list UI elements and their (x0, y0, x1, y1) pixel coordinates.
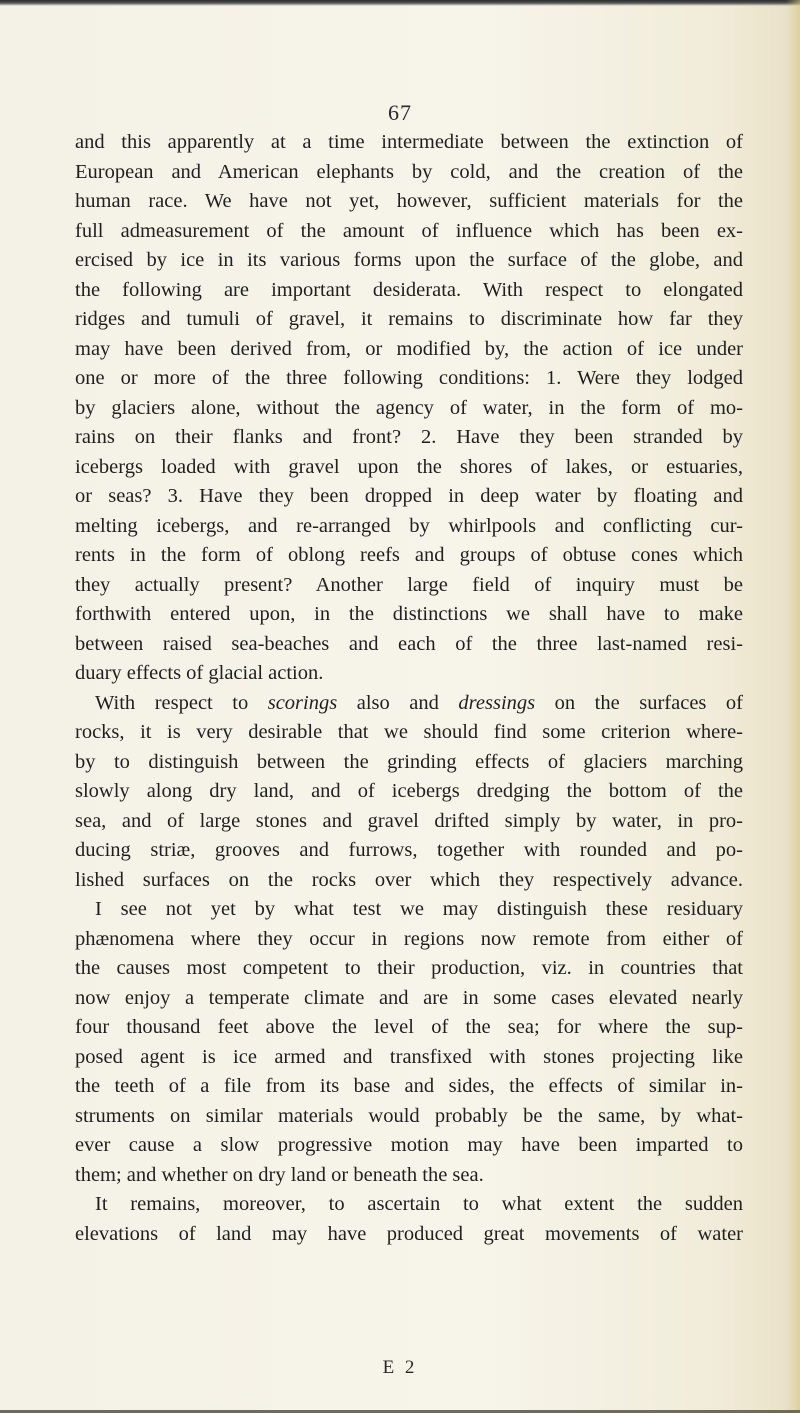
text-fragment: With respect to (95, 691, 268, 714)
text-line: now enjoy a temperate climate and are in some cases elevated nearly (75, 986, 743, 1009)
text-line: icebergs loaded with gravel upon the shores of lakes, or estuaries, (75, 455, 743, 478)
signature-mark: E 2 (382, 1357, 418, 1378)
text-fragment: on the surfaces of (535, 691, 743, 714)
text-line: slowly along dry land, and of icebergs dredging the bottom of the (75, 780, 743, 802)
text-line: forthwith entered upon, in the distinctions we shall have to make (75, 603, 743, 625)
text-line: the following are important desiderata. With respect to elongated (75, 278, 743, 301)
text-line-italic-terms (75, 689, 743, 719)
page-edge-stain (786, 0, 800, 1413)
text-line: by glaciers alone, without the agency of water, in the form of mo- (75, 396, 743, 419)
text-line: rains on their flanks and front? 2. Have they been stranded by (75, 426, 743, 448)
text-line: It remains, moreover, to ascertain to what extent the sudden (95, 1193, 743, 1215)
text-line: one or more of the three following conditions: 1. Were they lodged (75, 367, 743, 389)
text-line: lished surfaces on the rocks over which they respectively advance. (75, 868, 743, 891)
text-line: or seas? 3. Have they been dropped in deep water by floating and (75, 485, 743, 507)
text-line: rents in the form of oblong reefs and groups of obtuse cones which (75, 544, 743, 566)
text-line: European and American elephants by cold, and the creation of the (75, 160, 743, 183)
text-line: by to distinguish between the grinding effects of glaciers marching (75, 750, 743, 773)
text-line: I see not yet by what test we may distinguish these residuary (95, 898, 743, 920)
text-line: human race. We have not yet, however, sufficient materials for the (75, 190, 743, 212)
text-line: posed agent is ice armed and transfixed with stones projecting like (75, 1045, 743, 1068)
text-line: melting icebergs, and re-arranged by whirlpools and conflicting cur- (75, 514, 743, 537)
text-line: may have been derived from, or modified by, the action of ice under (75, 337, 743, 360)
text-line: ever cause a slow progressive motion may have been imparted to (75, 1134, 743, 1156)
text-line: rocks, it is very desirable that we should find some criterion where- (75, 721, 743, 743)
text-line: between raised sea-beaches and each of the three last-named resi- (75, 632, 743, 655)
text-line: they actually present? Another large field of inquiry must be (75, 573, 743, 596)
text-line: struments on similar materials would probably be the same, by what- (75, 1104, 743, 1127)
italic-term: dressings (458, 691, 536, 714)
text-line: the causes most competent to their production, viz. in countries that (75, 957, 743, 979)
text-line: them; and whether on dry land or beneath the sea. (75, 1163, 484, 1186)
text-line: elevations of land may have produced great movements of water (75, 1222, 743, 1245)
text-line: and this apparently at a time intermediate between the extinction of (75, 131, 743, 153)
italic-term: scorings (267, 691, 338, 714)
page-number: 67 (388, 100, 412, 125)
text-line: phænomena where they occur in regions now remote from either of (75, 927, 743, 950)
text-line: four thousand feet above the level of the sea; for where the sup- (75, 1016, 743, 1038)
text-line: ercised by ice in its various forms upon the surface of the globe, and (75, 249, 743, 271)
text-line: duary effects of glacial action. (75, 662, 324, 684)
top-edge-rule (0, 0, 800, 6)
text-line: ridges and tumuli of gravel, it remains to discriminate how far they (75, 308, 743, 330)
text-line: sea, and of large stones and gravel drifted simply by water, in pro- (75, 809, 743, 832)
text-fragment: also and (337, 691, 459, 714)
text-line: full admeasurement of the amount of influence which has been ex- (75, 219, 743, 242)
body-text (75, 128, 743, 1249)
text-line: the teeth of a file from its base and sides, the effects of similar in- (75, 1075, 743, 1097)
text-line: ducing striæ, grooves and furrows, together with rounded and po- (75, 839, 743, 861)
